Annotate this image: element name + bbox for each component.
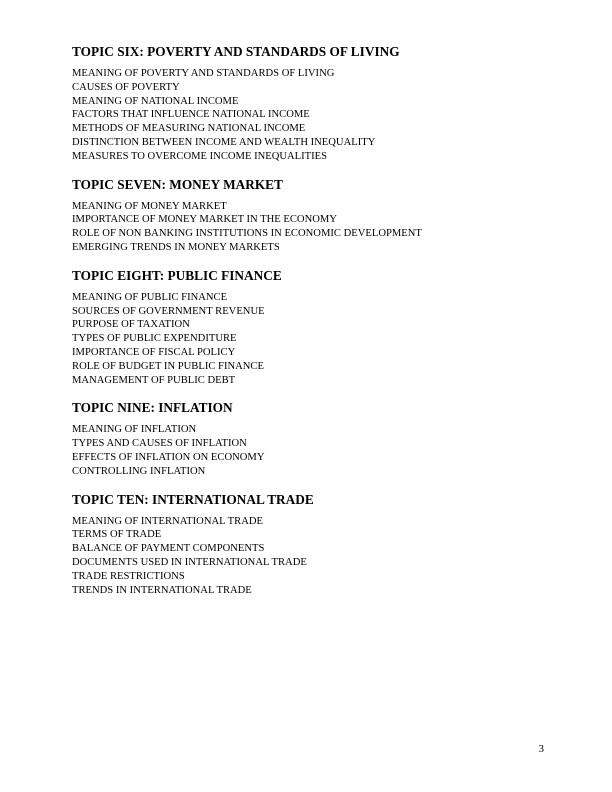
topic-item: DISTINCTION BETWEEN INCOME AND WEALTH INEQUALITY xyxy=(72,136,376,148)
topic-item: PURPOSE OF TAXATION xyxy=(72,319,190,331)
topic-heading: TOPIC SIX: POVERTY AND STANDARDS OF LIVING xyxy=(72,44,400,59)
topic-item: METHODS OF MEASURING NATIONAL INCOME xyxy=(72,123,306,135)
topic-item: MEANING OF MONEY MARKET xyxy=(72,200,227,212)
page-number: 3 xyxy=(538,743,544,755)
topic-item-list xyxy=(72,67,552,164)
topic-item: TRADE RESTRICTIONS xyxy=(72,570,185,582)
topic-heading: TOPIC EIGHT: PUBLIC FINANCE xyxy=(72,267,282,283)
topic-item: TYPES AND CAUSES OF INFLATION xyxy=(72,438,247,450)
topic-item: FACTORS THAT INFLUENCE NATIONAL INCOME xyxy=(72,109,310,121)
topic-item-list xyxy=(72,200,552,255)
topic-item: ROLE OF NON BANKING INSTITUTIONS IN ECONOMIC DEVELOPMENT xyxy=(72,228,422,240)
topic-item: BALANCE OF PAYMENT COMPONENTS xyxy=(72,543,265,555)
topic-item: MEANING OF PUBLIC FINANCE xyxy=(72,291,228,303)
topic-section-ten xyxy=(72,492,552,598)
topic-item: IMPORTANCE OF MONEY MARKET IN THE ECONOMY xyxy=(72,214,337,226)
topic-item: CAUSES OF POVERTY xyxy=(72,81,180,93)
topic-item: TYPES OF PUBLIC EXPENDITURE xyxy=(72,333,237,345)
topic-heading: TOPIC SEVEN: MONEY MARKET xyxy=(72,176,283,192)
topic-item-list xyxy=(72,423,552,478)
topic-item: MEANING OF NATIONAL INCOME xyxy=(72,95,239,107)
topic-heading: TOPIC TEN: INTERNATIONAL TRADE xyxy=(72,491,314,507)
topic-item: EMERGING TRENDS IN MONEY MARKETS xyxy=(72,241,280,253)
topic-item: TERMS OF TRADE xyxy=(72,529,162,541)
topic-item: TRENDS IN INTERNATIONAL TRADE xyxy=(72,584,252,596)
topic-item-list xyxy=(72,291,552,388)
document-page xyxy=(72,44,552,610)
topic-item: MEANING OF INTERNATIONAL TRADE xyxy=(72,515,263,527)
topic-item: MANAGEMENT OF PUBLIC DEBT xyxy=(72,374,236,386)
topic-item: EFFECTS OF INFLATION ON ECONOMY xyxy=(72,451,265,463)
topic-heading: TOPIC NINE: INFLATION xyxy=(72,400,233,416)
topic-section-six xyxy=(72,44,552,164)
topic-section-nine xyxy=(72,400,552,478)
topic-item: MEANING OF POVERTY AND STANDARDS OF LIVING xyxy=(72,68,335,79)
topic-item: CONTROLLING INFLATION xyxy=(72,465,206,477)
topic-item: IMPORTANCE OF FISCAL POLICY xyxy=(72,346,236,358)
topic-item: MEANING OF INFLATION xyxy=(72,424,197,436)
topic-item-list xyxy=(72,515,552,598)
topic-section-eight xyxy=(72,268,552,388)
topic-item: DOCUMENTS USED IN INTERNATIONAL TRADE xyxy=(72,556,307,568)
topic-item: MEASURES TO OVERCOME INCOME INEQUALITIES xyxy=(72,150,328,162)
topic-item: SOURCES OF GOVERNMENT REVENUE xyxy=(72,305,265,317)
topic-item: ROLE OF BUDGET IN PUBLIC FINANCE xyxy=(72,360,264,372)
topic-section-seven xyxy=(72,177,552,255)
